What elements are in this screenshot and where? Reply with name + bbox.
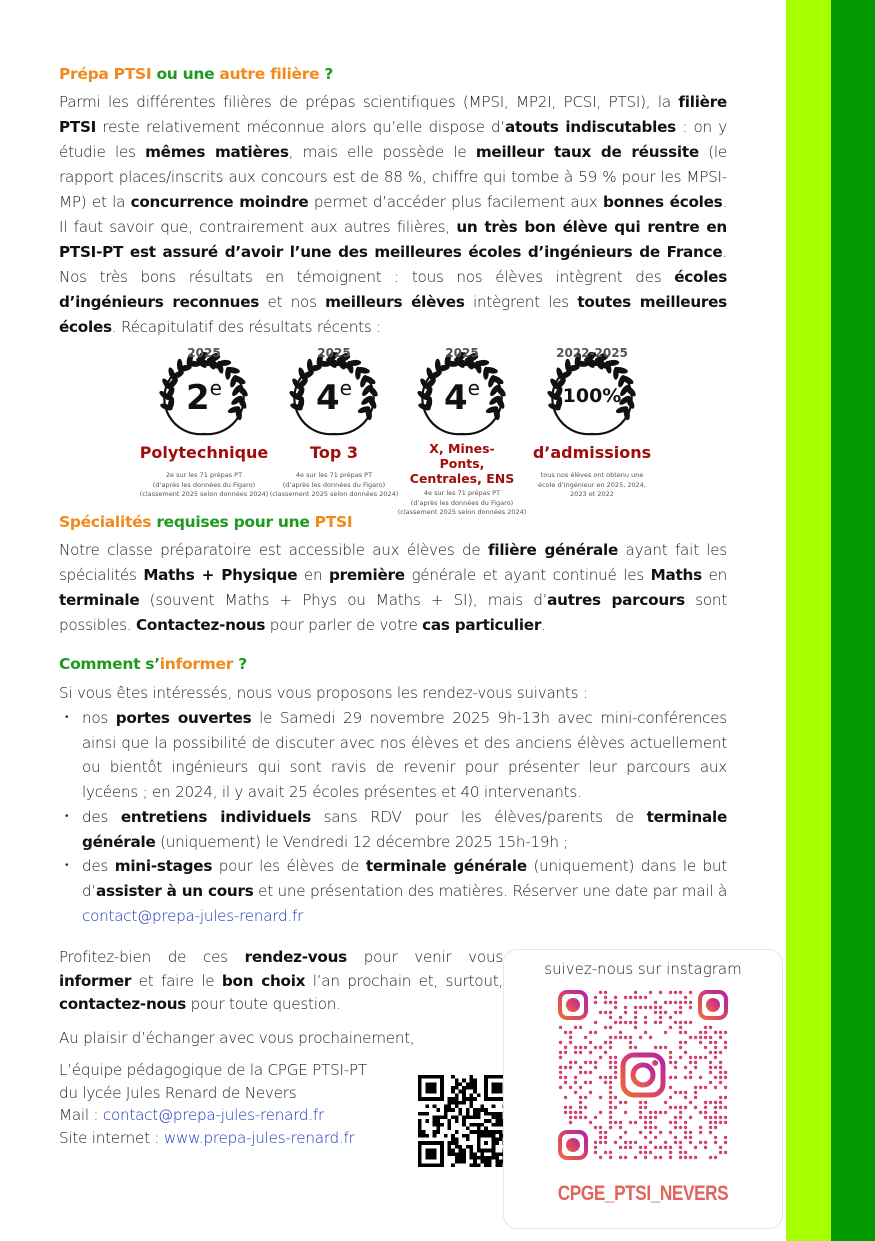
award-badge bbox=[527, 346, 657, 438]
text-run: Parmi les différentes filières de prépas scientifiques (MPSI, MP2I, PCSI, PTSI), la bbox=[59, 93, 679, 111]
text-run: sont possibles. bbox=[59, 591, 727, 634]
award-note-line: (classement 2025 selon données 2024) bbox=[139, 490, 269, 498]
instagram-qr-code bbox=[558, 990, 728, 1160]
text-run: pour parler de votre bbox=[265, 616, 423, 634]
emphasis-text: bonnes écoles bbox=[602, 193, 723, 211]
award-card bbox=[269, 346, 399, 500]
website-link[interactable]: www.prepa-jules-renard.fr bbox=[163, 1128, 355, 1147]
award-badge bbox=[139, 346, 269, 438]
award-rank-number: 2 bbox=[186, 378, 210, 418]
signature-line-1: L’équipe pédagogique de la CPGE PTSI-PT bbox=[59, 1061, 367, 1079]
award-rank-number: 4 bbox=[316, 378, 340, 418]
text-run: . bbox=[541, 616, 546, 634]
award-rank bbox=[397, 368, 527, 418]
text-run: générale et ayant continué les bbox=[404, 566, 651, 584]
award-rank bbox=[269, 368, 399, 418]
emphasis-text: filière générale bbox=[488, 541, 619, 559]
text-run: requises pour une bbox=[156, 513, 315, 531]
site-label: Site internet : bbox=[59, 1128, 164, 1147]
emphasis-text: rendez-vous bbox=[244, 948, 347, 966]
text-run: sans RDV pour les élèves/parents de bbox=[310, 807, 647, 826]
award-title: Polytechnique bbox=[139, 443, 269, 462]
award-rank-number: 100% bbox=[562, 385, 622, 407]
qr-finder-top-right-icon bbox=[700, 992, 726, 1018]
emphasis-text: première bbox=[329, 566, 405, 584]
emphasis-text: informer bbox=[59, 971, 132, 990]
emphasis-text: Maths + Physique bbox=[143, 566, 298, 584]
award-year: 2025 bbox=[317, 346, 351, 360]
text-run: autre filière bbox=[219, 65, 320, 83]
award-rank-suffix: e bbox=[467, 376, 480, 400]
rendez-vous-item-mini-stages bbox=[59, 854, 727, 928]
mail-label: Mail : bbox=[59, 1106, 103, 1124]
emphasis-text: atouts indiscutables bbox=[505, 118, 676, 136]
text-run: Profitez-bien de ces bbox=[59, 948, 245, 966]
text-run: Spécialités bbox=[59, 513, 157, 531]
award-note bbox=[139, 471, 269, 500]
award-note bbox=[527, 471, 657, 500]
text-run: ou une bbox=[156, 65, 220, 83]
signature-line-2: du lycée Jules Renard de Nevers bbox=[59, 1083, 297, 1102]
text-run: des bbox=[82, 807, 121, 826]
award-note-line: école d’ingénieur en 2025, 2024, bbox=[538, 480, 646, 489]
rendez-vous-item-portes-ouvertes bbox=[59, 706, 727, 805]
section-heading-prepa-ptsi bbox=[59, 62, 727, 86]
instagram-logo-icon bbox=[620, 1052, 666, 1098]
emphasis-text: Maths bbox=[650, 566, 702, 584]
award-title: Top 3 bbox=[310, 443, 358, 462]
section-intro-rendez-vous bbox=[59, 681, 727, 706]
text-run: (uniquement) dans le but d’ bbox=[82, 857, 727, 900]
instagram-card bbox=[503, 949, 783, 1229]
email-link[interactable]: contact@prepa-jules-renard.fr bbox=[82, 906, 304, 925]
rendez-vous-item-entretiens bbox=[59, 805, 727, 854]
award-rank bbox=[527, 376, 657, 416]
award-card bbox=[527, 346, 657, 500]
text-run: pour toute question. bbox=[186, 995, 341, 1013]
award-rank-suffix: e bbox=[209, 376, 222, 400]
text-run: (le rapport places/inscrits aux concours est de 88 %, chiffre qui tombe à 59 % pour les MPSI-MP) et la bbox=[59, 143, 727, 211]
emphasis-text: contactez-nous bbox=[59, 995, 187, 1013]
text-run: . Nos très bons résultats en témoignent : tous nos élèves intègrent des bbox=[59, 243, 727, 286]
text-run: Notre classe préparatoire est accessible aux élèves de bbox=[59, 541, 488, 559]
award-title: d’admissions bbox=[532, 443, 652, 462]
emphasis-text: terminale générale bbox=[365, 857, 527, 876]
text-run: ? bbox=[233, 655, 247, 673]
award-rank-number: 4 bbox=[444, 378, 468, 418]
text-run: . Récapitulatif des résultats récents : bbox=[111, 318, 381, 336]
instagram-follow-text: suivez-nous sur instagram bbox=[544, 960, 742, 978]
decorative-stripe-light-green bbox=[786, 0, 831, 1241]
award-year: 2022-2025 bbox=[556, 346, 628, 360]
section-prepa-ptsi bbox=[59, 62, 727, 340]
text-run: . Il faut savoir que, contrairement aux autres filières, bbox=[59, 193, 728, 236]
emphasis-text: bon choix bbox=[221, 971, 306, 990]
award-year: 2025 bbox=[187, 346, 221, 360]
decorative-stripe-dark-green bbox=[831, 0, 875, 1241]
emphasis-text: terminale générale bbox=[82, 807, 727, 851]
website-qr-code bbox=[418, 1075, 510, 1167]
text-run: informer bbox=[159, 655, 234, 673]
emphasis-text: meilleurs élèves bbox=[325, 293, 465, 311]
award-note-line: (classement 2025 selon données 2024) bbox=[397, 508, 527, 516]
award-note-line: (d’après les données du Figaro) bbox=[410, 498, 514, 507]
text-run: Comment s’ bbox=[59, 655, 160, 673]
text-run: le Samedi 29 novembre 2025 9h-13h avec mini-conférences ainsi que la possibilité de discuter avec nos élèves et des anciens élèves actuellement ou bientôt ingénieurs qui sont ravis de revenir pour présenter leur parcours aux lycéens ; en 2024, il y avait 25 écoles présentes et 40 intervenants. bbox=[82, 709, 727, 802]
award-year: 2025 bbox=[445, 346, 479, 360]
emphasis-text: mêmes matières bbox=[145, 143, 289, 161]
text-run: intègrent les bbox=[464, 293, 578, 311]
text-run: et une présentation des matières. Réserver une date par mail à bbox=[253, 881, 727, 900]
award-note-line: 4e sur les 71 prépas PT bbox=[295, 471, 373, 479]
results-awards-row bbox=[139, 346, 659, 516]
qr-finder-top-left-icon bbox=[560, 992, 586, 1018]
emphasis-text: toutes meilleures écoles bbox=[59, 293, 727, 336]
text-run: Si vous êtes intéressés, nous vous proposons les rendez-vous suivants : bbox=[59, 684, 588, 702]
emphasis-text: Contactez-nous bbox=[136, 616, 266, 634]
text-run: et faire le bbox=[131, 971, 222, 990]
mail-link[interactable]: contact@prepa-jules-renard.fr bbox=[102, 1106, 324, 1124]
instagram-handle[interactable]: CPGE_PTSI_NEVERS bbox=[557, 1182, 729, 1205]
award-note-line: (classement 2025 selon données 2024) bbox=[269, 490, 399, 498]
section-paragraph-prepa-ptsi bbox=[59, 90, 727, 340]
emphasis-text: autres parcours bbox=[547, 591, 685, 609]
text-run: , mais elle possède le bbox=[288, 143, 476, 161]
text-run: en bbox=[701, 566, 727, 584]
award-title: X, Mines-Ponts, Centrales, ENS bbox=[409, 441, 515, 486]
award-note-line: (d’après les données du Figaro) bbox=[282, 480, 386, 489]
text-run: pour venir vous bbox=[346, 948, 503, 966]
emphasis-text: entretiens individuels bbox=[120, 807, 311, 826]
rendez-vous-list bbox=[59, 706, 727, 928]
section-paragraph-specialites bbox=[59, 538, 727, 638]
emphasis-text: écoles d’ingénieurs reconnues bbox=[59, 268, 727, 311]
emphasis-text: portes ouvertes bbox=[115, 709, 252, 727]
emphasis-text: mini-stages bbox=[114, 857, 213, 876]
section-heading-specialites bbox=[59, 510, 727, 534]
text-run: et nos bbox=[259, 293, 326, 311]
closing-greeting: Au plaisir d’échanger avec vous prochainement, bbox=[59, 1028, 415, 1047]
text-run: PTSI bbox=[314, 513, 353, 531]
text-run: (uniquement) le Vendredi 12 décembre 2025 15h-19h ; bbox=[155, 832, 569, 851]
emphasis-text: filière PTSI bbox=[59, 93, 727, 136]
text-run: ayant fait les spécialités bbox=[59, 541, 727, 584]
award-note-line: 2e sur les 71 prépas PT bbox=[165, 471, 243, 479]
emphasis-text: assister à un cours bbox=[95, 881, 254, 900]
section-specialites bbox=[59, 510, 727, 638]
text-run: nos bbox=[82, 709, 116, 727]
award-rank bbox=[139, 368, 269, 418]
award-note-line: 2023 et 2022 bbox=[570, 490, 614, 498]
qr-finder-bottom-left-icon bbox=[560, 1132, 586, 1158]
closing-paragraph bbox=[59, 946, 503, 1017]
emphasis-text: meilleur taux de réussite bbox=[475, 143, 699, 161]
text-run: l’an prochain et, surtout, bbox=[305, 971, 503, 990]
award-card bbox=[139, 346, 269, 500]
text-run: (souvent Maths + Phys ou Maths + SI), mais d’ bbox=[139, 591, 548, 609]
award-badge bbox=[269, 346, 399, 438]
emphasis-text: terminale bbox=[59, 591, 140, 609]
text-run: ? bbox=[319, 65, 334, 83]
emphasis-text: un très bon élève qui rentre en PTSI-PT est assuré d’avoir l’une des meilleures écoles d’ingénieurs de France bbox=[59, 218, 727, 261]
award-card bbox=[397, 346, 527, 518]
text-run: : on y étudie les bbox=[59, 118, 727, 161]
text-run: en bbox=[297, 566, 330, 584]
section-heading-comment-informer bbox=[59, 652, 727, 676]
text-run: Prépa PTSI bbox=[59, 65, 157, 83]
award-note-line: (d’après les données du Figaro) bbox=[152, 480, 256, 489]
award-note-line: 4e sur les 71 prépas PT bbox=[423, 489, 501, 497]
text-run: permet d’accéder plus facilement aux bbox=[308, 193, 603, 211]
text-run: pour les élèves de bbox=[212, 857, 366, 876]
award-note bbox=[269, 471, 399, 500]
text-run: des bbox=[82, 857, 115, 876]
emphasis-text: concurrence moindre bbox=[130, 193, 309, 211]
award-badge bbox=[397, 346, 527, 438]
emphasis-text: cas particulier bbox=[422, 616, 542, 634]
text-run: reste relativement méconnue alors qu’elle dispose d’ bbox=[96, 118, 505, 136]
section-comment-informer bbox=[59, 652, 727, 928]
award-note-line: tous nos élèves ont obtenu une bbox=[540, 471, 644, 479]
award-rank-suffix: e bbox=[339, 376, 352, 400]
